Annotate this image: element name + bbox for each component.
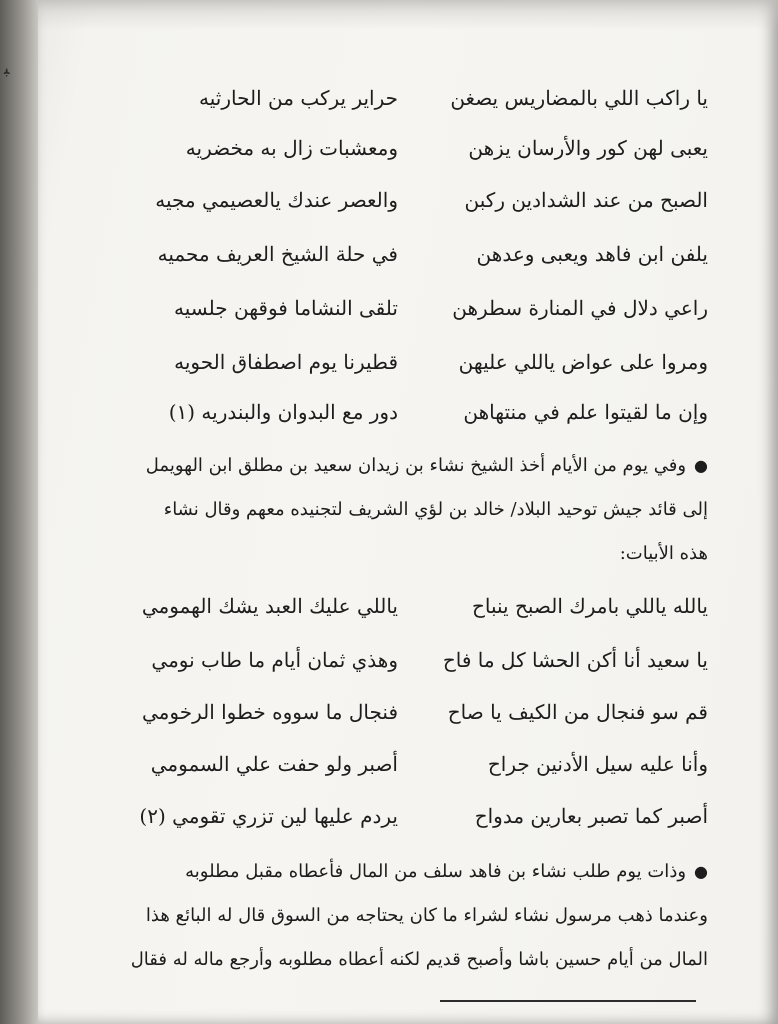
- poem1-line2-left-hemistich: ومعشبات زال به مخضريه: [185, 136, 398, 160]
- edge-letter-fragment: ﺒ: [4, 58, 10, 79]
- poem2-line5-left-hemistich: يردم عليها لين تزري تقومي (٢): [139, 804, 398, 828]
- poem1-line2-right-hemistich: يعبى لهن كور والأرسان يزهن: [468, 136, 708, 160]
- paragraph2-line1: [68, 850, 708, 894]
- poem1-line1-right-hemistich: يا راكب اللي بالمضاريس يصغن: [450, 86, 708, 110]
- poem1-line4-right-hemistich: يلفن ابن فاهد ويعبى وعدهن: [476, 242, 708, 266]
- paragraph-1: [68, 444, 708, 576]
- poem2-line1-left-hemistich: ياللي عليك العبد يشك الهمومي: [141, 594, 398, 618]
- paragraph1-line2: إلى قائد جيش توحيد البلاد/ خالد بن لؤي الشريف لتجنيده معهم وقال نشاء: [163, 499, 708, 520]
- poem2-line3-right-hemistich: قم سو فنجال من الكيف يا صاح: [447, 700, 708, 724]
- poem1-line5-left-hemistich: تلقى النشاما فوقهن جلسيه: [174, 296, 398, 320]
- poem1-line4-left-hemistich: في حلة الشيخ العريف محميه: [157, 242, 398, 266]
- paragraph2-line2: وعندما ذهب مرسول نشاء لشراء ما كان يحتاجه من السوق قال له البائع هذا: [145, 905, 708, 926]
- paragraph1-line3: هذه الأبيات:: [619, 543, 708, 564]
- bullet-icon: ●: [694, 456, 708, 475]
- adjacent-page-edge: [0, 0, 38, 1024]
- poem1-line5-right-hemistich: راعي دلال في المنارة سطرهن: [452, 296, 708, 320]
- poem1-line6-right-hemistich: ومروا على عواض ياللي عليهن: [458, 350, 708, 374]
- poem1-line6-left-hemistich: قطيرنا يوم اصطفاق الحويه: [174, 350, 398, 374]
- paragraph2-line1-text: وذات يوم طلب نشاء بن فاهد سلف من المال فأعطاه مقبل مطلوبه: [185, 861, 687, 882]
- bullet-icon: ●: [694, 862, 708, 881]
- paragraph1-line1: [68, 444, 708, 488]
- poem1-line3-left-hemistich: والعصر عندك يالعصيمي مجيه: [155, 188, 398, 212]
- poem2-line1-right-hemistich: يالله ياللي بامرك الصبح ينباح: [471, 594, 708, 618]
- poem2-line5-right-hemistich: أصبر كما تصبر بعارين مدواح: [474, 804, 708, 828]
- poem2-line4-left-hemistich: أصبر ولو حفت علي السمومي: [150, 752, 398, 776]
- page-top-shadow: [38, 0, 778, 30]
- poem1-line7-right-hemistich: وإن ما لقيتوا علم في منتهاهن: [463, 400, 708, 424]
- poem2-line2-right-hemistich: يا سعيد أنا أكن الحشا كل ما فاح: [442, 648, 708, 672]
- poem2-line3-left-hemistich: فنجال ما سووه خطوا الرخومي: [141, 700, 398, 724]
- poem1-line1-left-hemistich: حراير يركب من الحارثيه: [199, 86, 398, 110]
- paragraph2-line3: المال من أيام حسين باشا وأصبح قديم لكنه أعطاه مطلوبه وأرجع ماله له فقال: [130, 949, 708, 970]
- paragraph-2: [68, 850, 708, 982]
- poem1-line3-right-hemistich: الصبح من عند الشدادين ركبن: [464, 188, 708, 212]
- poem2-line4-right-hemistich: وأنا عليه سيل الأدنين جراح: [487, 752, 708, 776]
- footnote-separator-rule: [440, 1000, 696, 1002]
- poem1-line7-left-hemistich: دور مع البدوان والبندريه (١): [168, 400, 398, 424]
- paragraph1-line1-text: وفي يوم من الأيام أخذ الشيخ نشاء بن زيدان سعيد بن مطلق ابن الهويمل: [145, 455, 687, 476]
- poem2-line2-left-hemistich: وهذي ثمان أيام ما طاب نومي: [151, 648, 398, 672]
